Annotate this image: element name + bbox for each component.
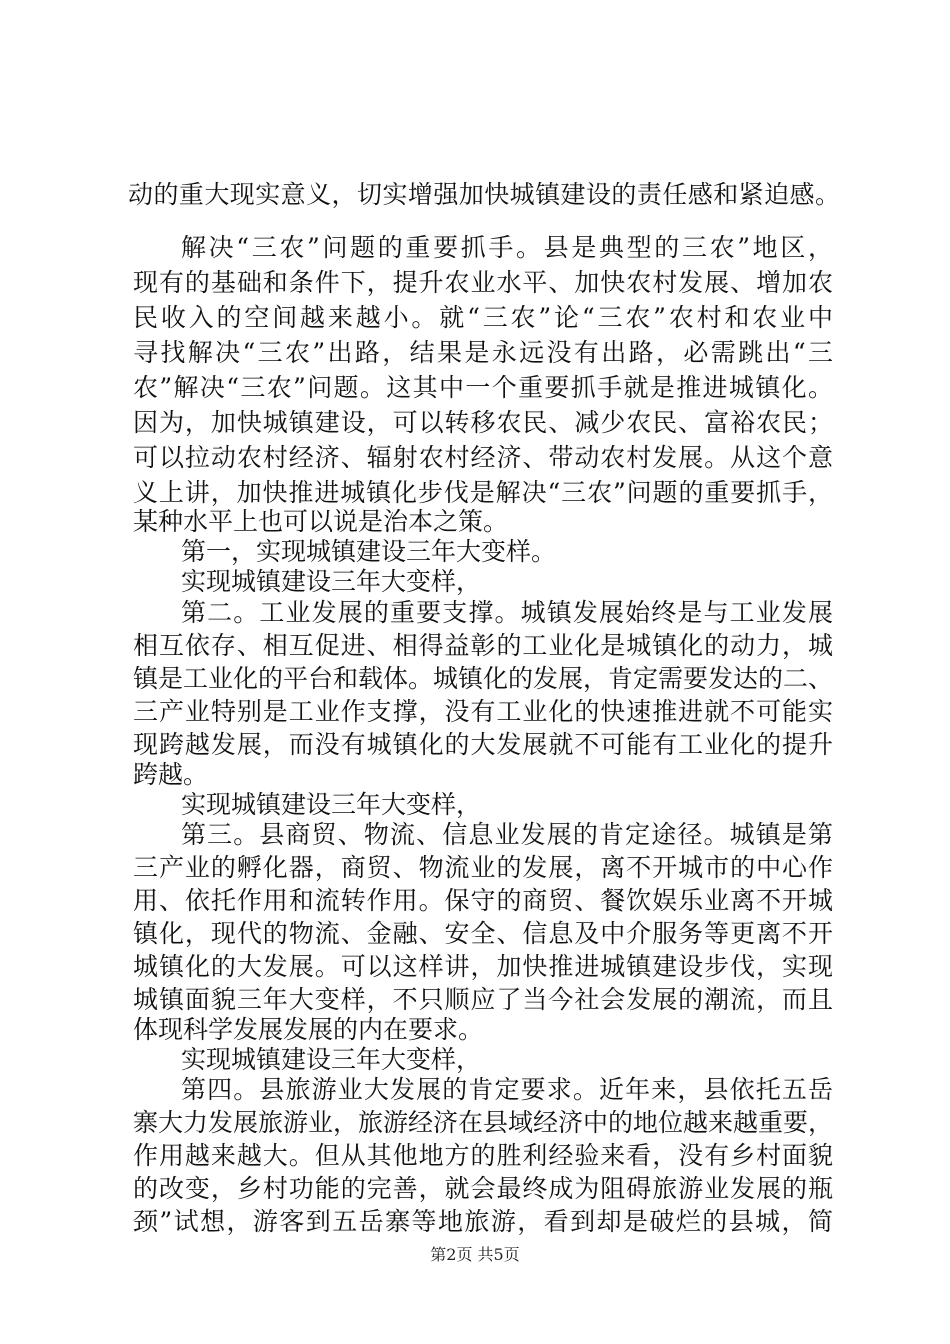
text-line: 可以拉动农村经济、辐射农村经济、带动农村发展。从这个意 [133,443,833,472]
subheading: 实现城镇建设三年大变样， [181,1045,482,1074]
text-line: 现有的基础和条件下，提升农业水平、加快农村发展、增加农 [133,268,833,297]
text-line: 寨大力发展旅游业，旅游经济在县域经济中的地位越来越重要， [133,1108,834,1137]
text-line: 相互依存、相互促进、相得益彰的工业化是城镇化的动力，城 [133,631,833,660]
paragraph-line: 解决“三农”问题的重要抓手。县是典型的三农”地区， [181,233,833,262]
text-line: 义上讲，加快推进城镇化步伐是解决“三农”问题的重要抓手， [133,478,833,507]
text-line: 三产业特别是工业作支撑，没有工业化的快速推进就不可能实 [133,697,833,726]
text-line: 寻找解决“三农”出路，结果是永远没有出路，必需跳出“三 [133,338,833,367]
text-line: 用、依托作用和流转作用。保守的商贸、餐饮娱乐业离不开城 [133,886,833,915]
paragraph-line: 第四。县旅游业大发展的肯定要求。近年来，县依托五岳 [181,1075,833,1104]
text-line: 镇化，现代的物流、金融、安全、信息及中介服务等更离不开 [133,919,833,948]
subheading: 实现城镇建设三年大变样， [181,567,482,596]
text-line: 某种水平上也可以说是治本之策。 [133,507,509,536]
text-line: 农”解决“三农”问题。这其中一个重要抓手就是推进城镇化。 [133,373,833,402]
text-line: 城镇化的大发展。可以这样讲，加快推进城镇建设步伐，实现 [133,952,833,981]
text-line: 动的重大现实意义，切实增强加快城镇建设的责任感和紧迫感。 [128,180,840,209]
text-line: 跨越。 [133,760,209,789]
text-line: 体现科学发展发展的内在要求。 [133,1015,484,1044]
text-line: 现跨越发展，而没有城镇化的大发展就不可能有工业化的提升 [133,730,833,759]
text-line: 颈”试想，游客到五岳寨等地旅游，看到却是破烂的县城，简 [133,1207,833,1236]
text-line: 民收入的空间越来越小。就“三农”论“三农”农村和农业中 [133,303,833,332]
paragraph-line: 第三。县商贸、物流、信息业发展的肯定途径。城镇是第 [181,820,833,849]
text-line: 镇是工业化的平台和载体。城镇化的发展，肯定需要发达的二、 [133,664,834,693]
text-line: 作用越来越大。但从其他地方的胜利经验来看，没有乡村面貌 [133,1141,833,1170]
text-line: 的改变，乡村功能的完善，就会最终成为阻碍旅游业发展的瓶 [133,1174,833,1203]
subheading: 实现城镇建设三年大变样， [181,790,482,819]
paragraph-line: 第二。工业发展的重要支撑。城镇发展始终是与工业发展 [181,598,833,627]
text-line: 三产业的孵化器，商贸、物流业的发展，离不开城市的中心作 [133,853,833,882]
section-heading: 第一，实现城镇建设三年大变样。 [181,537,557,566]
text-line: 因为，加快城镇建设，可以转移农民、减少农民、富裕农民； [133,408,833,437]
page-number-footer: 第2页 共5页 [430,1245,520,1264]
text-line: 城镇面貌三年大变样，不只顺应了当今社会发展的潮流，而且 [133,985,833,1014]
